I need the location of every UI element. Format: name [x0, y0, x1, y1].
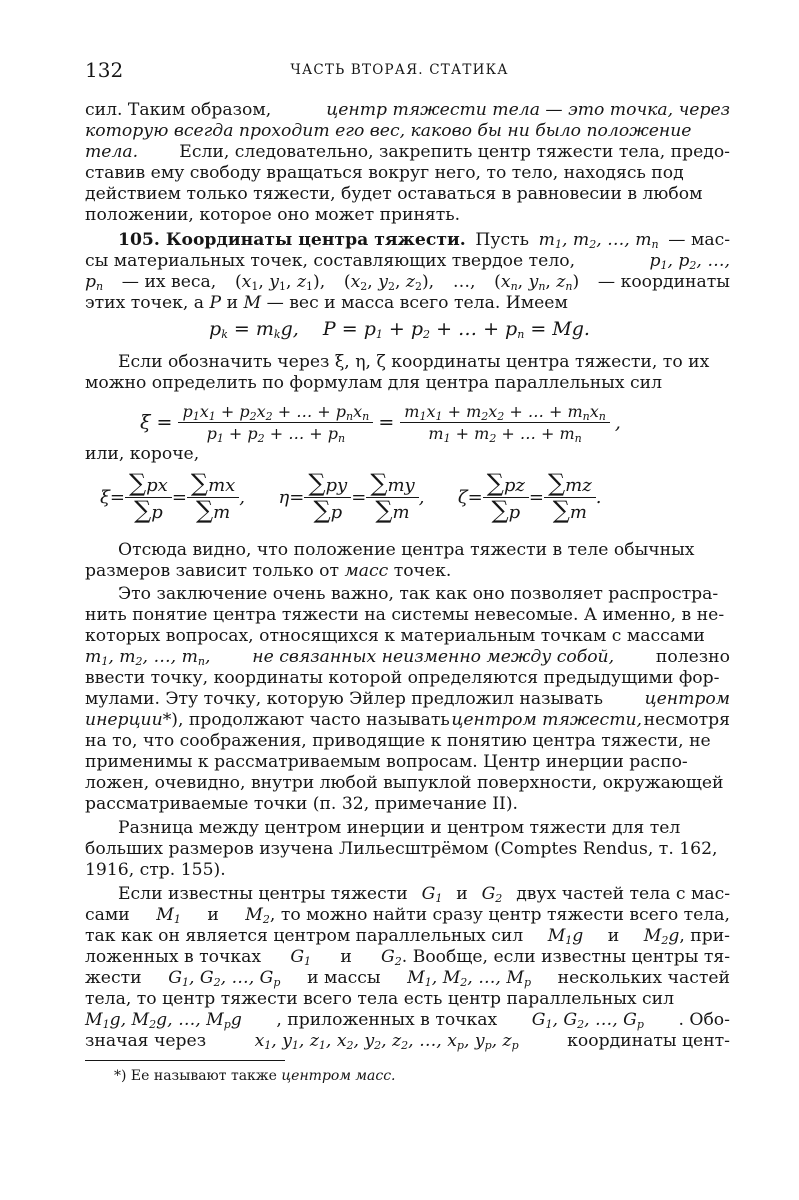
text-line: которую всегда проходит его вес, каково бы ни было положение: [85, 121, 692, 141]
text-line: мулами. Эту точку, которую Эйлер предложил называть центром: [85, 689, 730, 709]
text-line: сил. Таким образом, центр тяжести тела — это точка, через: [85, 100, 730, 120]
running-title: ЧАСТЬ ВТОРАЯ. СТАТИКА: [290, 62, 509, 78]
text-line: сами $M_1$ и $M_2$, то можно найти сразу центр тяжести всего тела,: [85, 905, 730, 926]
text-line: можно определить по формулам для центра параллельных сил: [85, 373, 663, 393]
text-line: значая через $x_1$, $y_1$, $z_1$, $x_2$, $y_2$, $z_2$, …, $x_p$, $y_p$, $z_p$ координаты цент-: [85, 1031, 730, 1052]
text-line: применимы к рассматриваемым вопросам. Центр инерции распо-: [85, 752, 688, 772]
text-line: тела, то центр тяжести всего тела есть центр параллельных сил: [85, 989, 675, 1009]
text-line: ложен, очевидно, внутри любой выпуклой поверхности, окружающей: [85, 773, 724, 793]
text-line: $m_1$, $m_2$, …, $m_n$, не связанных неизменно между собой, полезно: [85, 647, 730, 668]
text-line: 1916, стр. 155).: [85, 860, 226, 880]
text-line: сы материальных точек, составляющих твердое тело, $p_1$, $p_2$, …,: [85, 251, 730, 272]
text-line: действием только тяжести, будет оставаться в равновесии в любом: [85, 184, 703, 204]
text-line: размеров зависит только от масс точек.: [85, 561, 452, 581]
sum-formulas: ξ= $\frac{\sum px}{\sum p}$ = $\frac{\sum mx}{\sum m}$ , η= $\frac{\sum py}{\sum p}$ = $\frac{\sum my}{\sum m}$ , ζ= $\frac{\sum pz}{\sum p}$ = $\frac{\sum mz}{\sum m}$ .: [100, 469, 602, 524]
text-line: Это заключение очень важно, так как оно позволяет распростра-: [118, 584, 719, 604]
text-line: $p_n$ — их веса, ($x_1$, $y_1$, $z_1$), ($x_2$, $y_2$, $z_2$), …, ($x_n$, $y_n$, $z_n$) — координаты: [85, 272, 730, 293]
text-line: Отсюда видно, что положение центра тяжести в теле обычных: [118, 540, 695, 560]
weights-equation: $p_k = m_kg$, $P = p_1 + p_2$ + … + $p_n = Mg$.: [209, 318, 590, 341]
text-line: рассматриваемые точки (п. 32, примечание II).: [85, 794, 518, 814]
text-line: ввести точку, координаты которой определяются предыдущими фор-: [85, 668, 720, 688]
text-line: на то, что соображения, приводящие к понятию центра тяжести, не: [85, 731, 711, 751]
text-line: нить понятие центра тяжести на системы невесомые. А именно, в не-: [85, 605, 725, 625]
text-line: или, короче,: [85, 444, 200, 464]
centroid-formula: ξ = $\frac{p_1x_1 + p_2x_2 + \dots + p_nx_n}{p_1 + p_2 + \dots + p_n}$ = $\frac{m_1x_1 + m_2x_2 + \dots + m_nx_n}{m_1 + m_2 + \dots + m_n}$ ,: [140, 402, 621, 445]
text-line: больших размеров изучена Лильесштрёмом (Comptes Rendus, т. 162,: [85, 839, 718, 859]
text-line: жести $G_1$, $G_2$, …, $G_p$ и массы $M_1$, $M_2$, …, $M_p$ нескольких частей: [85, 968, 730, 989]
text-line: так как он является центром параллельных сил $M_1g$ и $M_2g$, при-: [85, 926, 730, 947]
text-line: которых вопросах, относящихся к материальным точкам с массами: [85, 626, 705, 646]
text-line: Разница между центром инерции и центром тяжести для тел: [118, 818, 681, 838]
text-line: этих точек, а P и M — вес и масса всего тела. Имеем: [85, 293, 568, 313]
text-line: тела. Если, следовательно, закрепить центр тяжести тела, предо-: [85, 142, 730, 162]
text-line: Если обозначить через ξ, η, ζ координаты центра тяжести, то их: [118, 352, 710, 372]
section-heading-line: 105. Координаты центра тяжести. Пусть $m_1$, $m_2$, …, $m_n$ — мас-: [118, 230, 730, 251]
text-line: $M_1g$, $M_2g$, …, $M_pg$ , приложенных в точках $G_1$, $G_2$, …, $G_p$ . Обо-: [85, 1010, 730, 1031]
footnote: *) Ее называют также центром масс.: [114, 1068, 396, 1084]
text-line: положении, которое оно может принять.: [85, 205, 461, 225]
section-heading: 105. Координаты центра тяжести.: [118, 230, 466, 250]
text-line: инерции*), продолжают часто называть центром тяжести, несмотря: [85, 710, 730, 730]
text-line: Если известны центры тяжести $G_1$ и $G_2$ двух частей тела с мас-: [118, 884, 730, 905]
footnote-rule: [85, 1060, 285, 1061]
text-line: ложенных в точках $G_1$ и $G_2$. Вообще, если известны центры тя-: [85, 947, 730, 968]
text-line: ставив ему свободу вращаться вокруг него, то тело, находясь под: [85, 163, 684, 183]
page-number: 132: [85, 58, 124, 82]
